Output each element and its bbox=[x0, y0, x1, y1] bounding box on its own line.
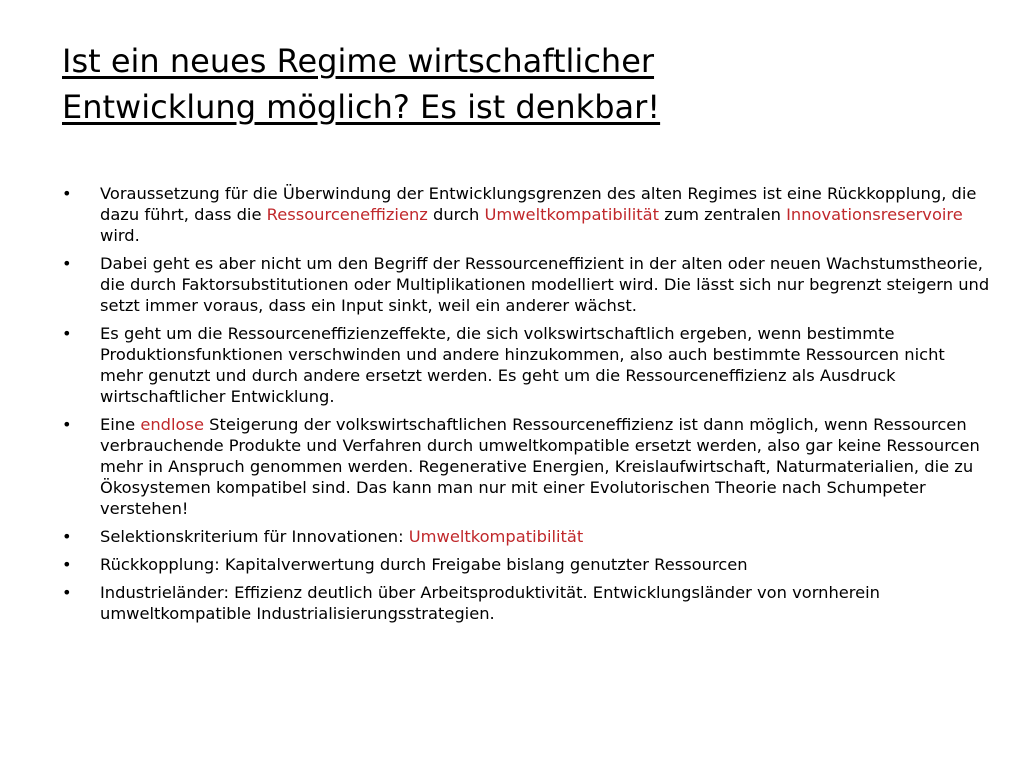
highlighted-term: endlose bbox=[140, 415, 204, 434]
bullet-list bbox=[62, 183, 992, 631]
bullet-dot-icon: • bbox=[62, 415, 72, 434]
bullet-item bbox=[62, 323, 992, 407]
bullet-dot-icon: • bbox=[62, 184, 72, 203]
bullet-text: Dabei geht es aber nicht um den Begriff der Ressourceneffizient in der alten oder neuen Wachstumstheorie, die durch Faktorsubstitutionen oder Multiplikationen modelliert wird. Die lässt sich nur begrenzt steigern und setzt immer voraus, dass ein Input sinkt, weil ein anderer wächst. bbox=[100, 254, 990, 315]
bullet-dot-icon: • bbox=[62, 583, 72, 602]
bullet-dot-icon: • bbox=[62, 527, 72, 546]
bullet-item bbox=[62, 414, 992, 519]
bullet-text: Steigerung der volkswirtschaftlichen Ressourceneffizienz ist dann möglich, wenn Ressourcen verbrauchende Produkte und Verfahren durch umweltkompatible ersetzt werden, also gar keine Ressourcen mehr in Anspruch genommen werden. Regenerative Energien, Kreislaufwirtschaft, Naturmaterialien, die zu Ökosystemen kompatibel sind. Das kann man nur mit einer Evolutorischen Theorie nach Schumpeter verstehen! bbox=[100, 415, 980, 518]
bullet-text: Voraussetzung für die Überwindung der Entwicklungsgrenzen des alten Regimes ist eine Rückkopplung, die dazu führt, dass die bbox=[100, 184, 977, 224]
highlighted-term: Innovationsreservoire bbox=[786, 205, 963, 224]
bullet-text: Es geht um die Ressourceneffizienzeffekte, die sich volkswirtschaftlich ergeben, wenn bestimmte Produktionsfunktionen verschwinden und andere hinzukommen, also auch bestimmte Ressourcen nicht mehr genutzt und durch andere ersetzt werden. Es geht um die Ressourceneffizienz als Ausdruck wirtschaftlicher Entwicklung. bbox=[100, 324, 945, 406]
bullet-item bbox=[62, 183, 992, 246]
slide-title-line-2: Entwicklung möglich? Es ist denkbar! bbox=[62, 88, 661, 126]
bullet-text: zum zentralen bbox=[659, 205, 787, 224]
slide-title-line-1: Ist ein neues Regime wirtschaftlicher bbox=[62, 42, 655, 80]
bullet-text: Rückkopplung: Kapitalverwertung durch Freigabe bislang genutzter Ressourcen bbox=[100, 555, 748, 574]
bullet-item bbox=[62, 253, 992, 316]
bullet-text: durch bbox=[427, 205, 485, 224]
bullet-text: wird. bbox=[100, 226, 140, 245]
bullet-text: Selektionskriterium für Innovationen: bbox=[100, 527, 409, 546]
bullet-dot-icon: • bbox=[62, 254, 72, 273]
bullet-item bbox=[62, 554, 992, 575]
bullet-text: Industrieländer: Effizienz deutlich über Arbeitsproduktivität. Entwicklungsländer von vornherein umweltkompatible Industrialisierungsstrategien. bbox=[100, 583, 880, 623]
bullet-item bbox=[62, 526, 992, 547]
bullet-dot-icon: • bbox=[62, 324, 72, 343]
highlighted-term: Ressourceneffizienz bbox=[266, 205, 428, 224]
bullet-item bbox=[62, 582, 992, 624]
bullet-dot-icon: • bbox=[62, 555, 72, 574]
slide-title bbox=[62, 38, 982, 130]
highlighted-term: Umweltkompatibilität bbox=[408, 527, 584, 546]
highlighted-term: Umweltkompatibilität bbox=[484, 205, 660, 224]
bullet-text: Eine bbox=[100, 415, 141, 434]
